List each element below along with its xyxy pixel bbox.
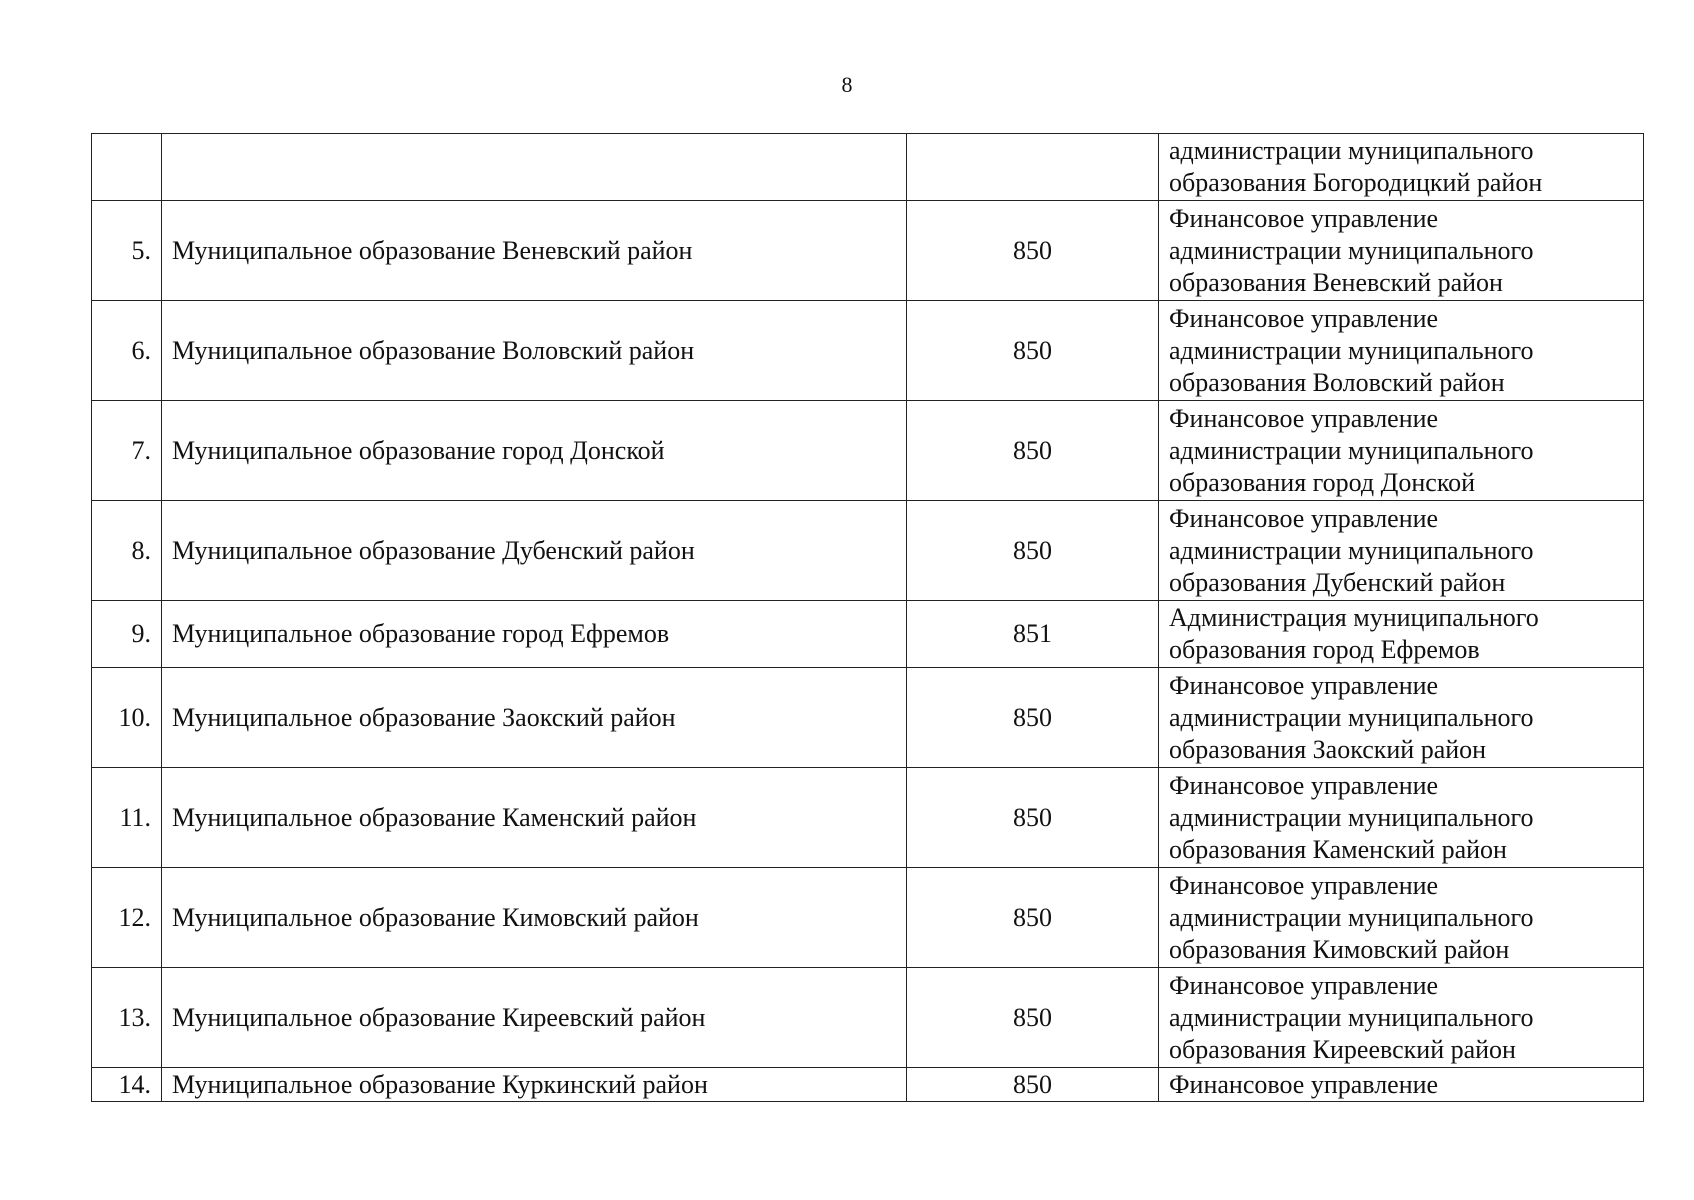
municipality-name: Муниципальное образование Заокский район [162, 668, 907, 768]
table-row [92, 668, 1644, 768]
table-row [92, 768, 1644, 868]
department-code: 850 [907, 301, 1159, 401]
page-number: 8 [841, 72, 853, 97]
table-row [92, 968, 1644, 1068]
row-number: 12. [92, 868, 162, 968]
administrator-name: Финансовое управление администрации муниципального образования Дубенский район [1159, 501, 1644, 601]
row-number: 6. [92, 301, 162, 401]
municipality-name [162, 134, 907, 201]
row-number: 5. [92, 201, 162, 301]
municipality-name: Муниципальное образование город Ефремов [162, 601, 907, 668]
department-code: 850 [907, 201, 1159, 301]
department-code: 850 [907, 868, 1159, 968]
table-row [92, 301, 1644, 401]
municipality-name: Муниципальное образование Кимовский район [162, 868, 907, 968]
row-number: 7. [92, 401, 162, 501]
department-code: 851 [907, 601, 1159, 668]
department-code: 850 [907, 501, 1159, 601]
administrator-name: Финансовое управление администрации муниципального образования Заокский район [1159, 668, 1644, 768]
administrator-name: администрации муниципального образования Богородицкий район [1159, 134, 1644, 201]
municipality-name: Муниципальное образование город Донской [162, 401, 907, 501]
department-code [907, 134, 1159, 201]
municipality-name: Муниципальное образование Дубенский район [162, 501, 907, 601]
department-code: 850 [907, 968, 1159, 1068]
row-number: 10. [92, 668, 162, 768]
municipality-name: Муниципальное образование Веневский район [162, 201, 907, 301]
department-code: 850 [907, 1068, 1159, 1102]
row-number: 14. [92, 1068, 162, 1102]
municipality-name: Муниципальное образование Куркинский район [162, 1068, 907, 1102]
administrator-name: Администрация муниципального образования город Ефремов [1159, 601, 1644, 668]
budget-recipients-table [91, 133, 1644, 1102]
table-row [92, 134, 1644, 201]
municipality-name: Муниципальное образование Воловский район [162, 301, 907, 401]
table-row [92, 501, 1644, 601]
department-code: 850 [907, 768, 1159, 868]
table-row [92, 1068, 1644, 1102]
administrator-name: Финансовое управление администрации муниципального образования Веневский район [1159, 201, 1644, 301]
row-number: 13. [92, 968, 162, 1068]
administrator-name: Финансовое управление администрации муниципального образования Каменский район [1159, 768, 1644, 868]
table-row [92, 401, 1644, 501]
table-row [92, 201, 1644, 301]
municipality-name: Муниципальное образование Киреевский район [162, 968, 907, 1068]
row-number: 11. [92, 768, 162, 868]
department-code: 850 [907, 401, 1159, 501]
row-number [92, 134, 162, 201]
department-code: 850 [907, 668, 1159, 768]
administrator-name: Финансовое управление администрации муниципального образования Киреевский район [1159, 968, 1644, 1068]
administrator-name: Финансовое управление администрации муниципального образования Кимовский район [1159, 868, 1644, 968]
administrator-name: Финансовое управление администрации муниципального образования город Донской [1159, 401, 1644, 501]
administrator-name: Финансовое управление администрации муниципального образования Воловский район [1159, 301, 1644, 401]
administrator-name: Финансовое управление [1159, 1068, 1644, 1102]
table-row [92, 601, 1644, 668]
row-number: 9. [92, 601, 162, 668]
row-number: 8. [92, 501, 162, 601]
municipality-name: Муниципальное образование Каменский район [162, 768, 907, 868]
table-row [92, 868, 1644, 968]
